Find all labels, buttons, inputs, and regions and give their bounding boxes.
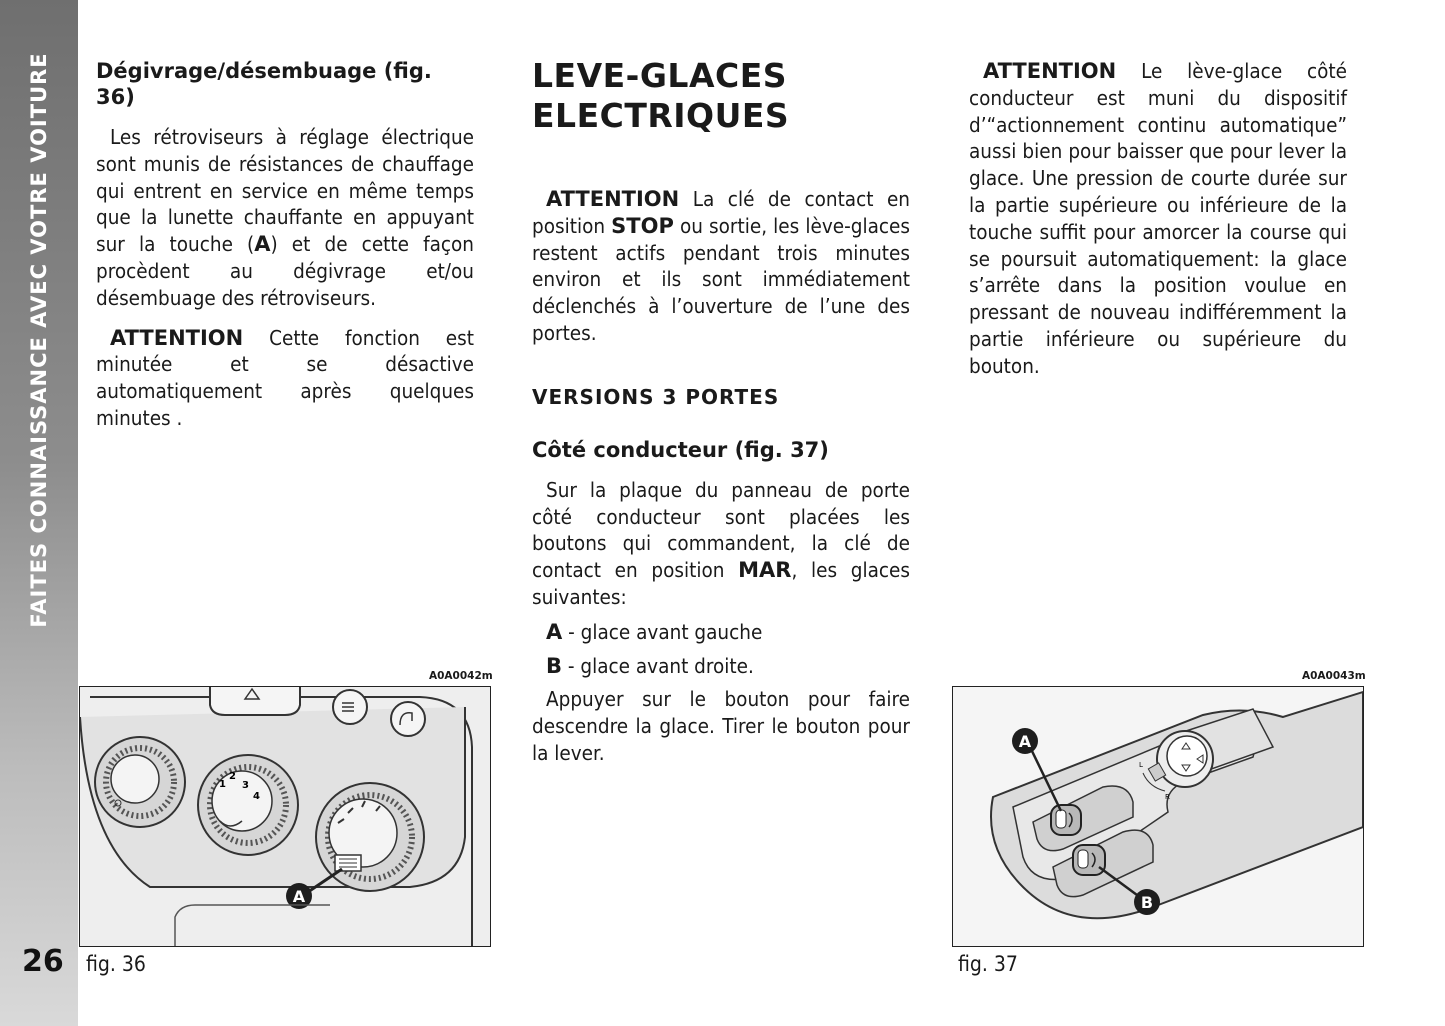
attention-note-2: ATTENTION La clé de contact en position STOP ou sortie, les lève-glaces restent actifs pendant trois minutes environ et ils sont immédiatement déclenchés à l’ouverture de l’une des portes. xyxy=(532,187,910,345)
driver-side-heading: Côté conducteur (fig. 37) xyxy=(532,437,829,462)
callout-a: A xyxy=(1018,732,1032,751)
column-3 xyxy=(969,58,1347,380)
attention-label: ATTENTION xyxy=(110,325,244,350)
defrost-paragraph: Les rétroviseurs à réglage électrique sont munis de résistances de chauffage qui entrent en service en même temps que la lunette chauffante en appuyant sur la touche (A) et de cette façon procèdent au dégivrage et/ou désembuage des rétroviseurs. xyxy=(96,125,474,310)
attention-note-3: ATTENTION Le lève-glace côté conducteur est muni du dispositif d’“actionnement continu automatique” aussi bien pour baisser que pour lever la glace. Une pression de courte durée sur la partie supérieure ou inférieure de la touche suffit pour amorcer la course qui se poursuit automatiquement: la glace s’arrête dans la position voulue en pressant de nouveau indifféremment la partie inférieure ou supérieure du bouton. xyxy=(969,59,1347,378)
callout-b: B xyxy=(1140,893,1154,912)
key-a: A xyxy=(254,232,271,257)
side-band xyxy=(0,0,78,1026)
dial-number: 3 xyxy=(242,780,249,791)
window-switch-panel-drawing xyxy=(953,687,1363,946)
driver-side-paragraph: Sur la plaque du panneau de porte côté conducteur sont placées les boutons qui commandent, la clé de contact en position MAR, les glaces suivantes: xyxy=(532,477,911,609)
fig36-caption: fig. 36 xyxy=(86,952,146,976)
dial-number: 1 xyxy=(219,779,226,790)
climate-controls-drawing xyxy=(80,687,490,946)
column-1 xyxy=(96,58,474,432)
key-mar: MAR xyxy=(738,558,792,583)
closing-paragraph: Appuyer sur le bouton pour faire descendre la glace. Tirer le bouton pour la lever. xyxy=(532,687,910,765)
fig36-illustration xyxy=(79,686,491,947)
attention-note-1: ATTENTION Cette fonction est minutée et se désactive automatiquement après quelques minutes . xyxy=(96,325,474,430)
mirror-label-r: R xyxy=(1165,793,1170,801)
fig37-code: A0A0043m xyxy=(1302,670,1366,682)
page-title: LEVE-GLACES ELECTRIQUES xyxy=(532,56,790,135)
callout-a: A xyxy=(292,887,306,906)
fig36-code: A0A0042m xyxy=(429,670,493,682)
column-2 xyxy=(532,56,910,767)
recirculation-button xyxy=(391,702,425,736)
fan-knob xyxy=(95,737,185,827)
defrost-heading: Dégivrage/désembuage (fig. 36) xyxy=(96,59,432,109)
temperature-knob xyxy=(198,755,298,855)
list-item: A - glace avant gauche xyxy=(546,619,763,644)
attention-label: ATTENTION xyxy=(546,187,680,211)
mirror-label-l: L xyxy=(1139,761,1143,769)
section-title: FAITES CONNAISSANCE AVEC VOTRE VOITURE xyxy=(27,52,51,628)
list-item: B - glace avant droite. xyxy=(546,653,754,678)
page-number: 26 xyxy=(22,944,64,979)
attention-label: ATTENTION xyxy=(983,59,1117,83)
dial-number: 4 xyxy=(253,791,260,802)
fig37-illustration xyxy=(952,686,1364,947)
rear-defrost-button xyxy=(333,690,367,724)
fig37-caption: fig. 37 xyxy=(958,952,1018,976)
versions-heading: VERSIONS 3 PORTES xyxy=(532,384,780,409)
dial-number: 2 xyxy=(229,771,236,782)
key-stop: STOP xyxy=(611,213,674,238)
